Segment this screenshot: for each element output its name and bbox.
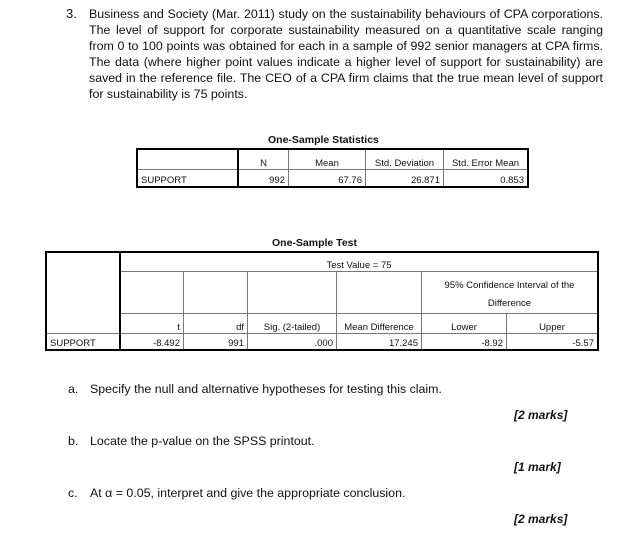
test-header-sig: Sig. (2-tailed)	[248, 313, 337, 333]
table-row	[137, 170, 528, 188]
stats-row-label: SUPPORT	[137, 170, 238, 188]
test-header-md: Mean Difference	[337, 313, 422, 333]
stats-table	[136, 148, 529, 188]
test-header-df: df	[184, 313, 248, 333]
test-header-blank	[46, 252, 120, 333]
test-table-title: One-Sample Test	[272, 237, 357, 249]
stats-n-value: 992	[238, 170, 289, 188]
test-header-t: t	[120, 313, 184, 333]
table-row	[46, 333, 598, 350]
part-a-marks: [2 marks]	[514, 408, 568, 422]
test-table	[45, 251, 599, 351]
part-b-marks: [1 mark]	[514, 460, 561, 474]
test-header-lower: Lower	[422, 313, 507, 333]
part-c-letter: c.	[68, 486, 78, 500]
stats-sd-value: 26.871	[366, 170, 444, 188]
question-number: 3.	[66, 6, 77, 21]
test-df-value: 991	[184, 333, 248, 350]
question-text: Business and Society (Mar. 2011) study on the sustainability behaviours of CPA corporations. The level of support for corporate sustainability measured on a quantitative scale ranging from 0 to 100 points was obtained for each in a sample of 992 senior managers at CPA firms. The data (where higher point values indicate a higher level of support for sustainability) are saved in the reference file. The CEO of a CPA firm claims that the true mean level of support for sustainability is 75 points.	[89, 7, 603, 102]
stats-table-title: One-Sample Statistics	[268, 134, 379, 146]
stats-header-blank	[137, 149, 238, 170]
test-value-label: Test Value = 75	[120, 252, 598, 271]
part-b-text: Locate the p-value on the SPSS printout.	[90, 434, 315, 448]
test-t-value: -8.492	[120, 333, 184, 350]
test-md-value: 17.245	[337, 333, 422, 350]
test-row-label: SUPPORT	[46, 333, 120, 350]
stats-header-n: N	[238, 149, 289, 170]
stats-header-sd: Std. Deviation	[366, 149, 444, 170]
part-c-text: At α = 0.05, interpret and give the appropriate conclusion.	[90, 486, 406, 500]
part-a-text: Specify the null and alternative hypotheses for testing this claim.	[90, 382, 442, 396]
part-c-marks: [2 marks]	[514, 512, 568, 526]
part-b-letter: b.	[68, 434, 79, 448]
test-lower-value: -8.92	[422, 333, 507, 350]
stats-mean-value: 67.76	[289, 170, 366, 188]
part-a-letter: a.	[68, 382, 79, 396]
test-header-upper: Upper	[507, 313, 599, 333]
stats-header-sem: Std. Error Mean	[444, 149, 529, 170]
test-upper-value: -5.57	[507, 333, 599, 350]
stats-sem-value: 0.853	[444, 170, 529, 188]
ci-header: 95% Confidence Interval of the Difference	[422, 271, 599, 313]
stats-header-mean: Mean	[289, 149, 366, 170]
test-sig-value: .000	[248, 333, 337, 350]
